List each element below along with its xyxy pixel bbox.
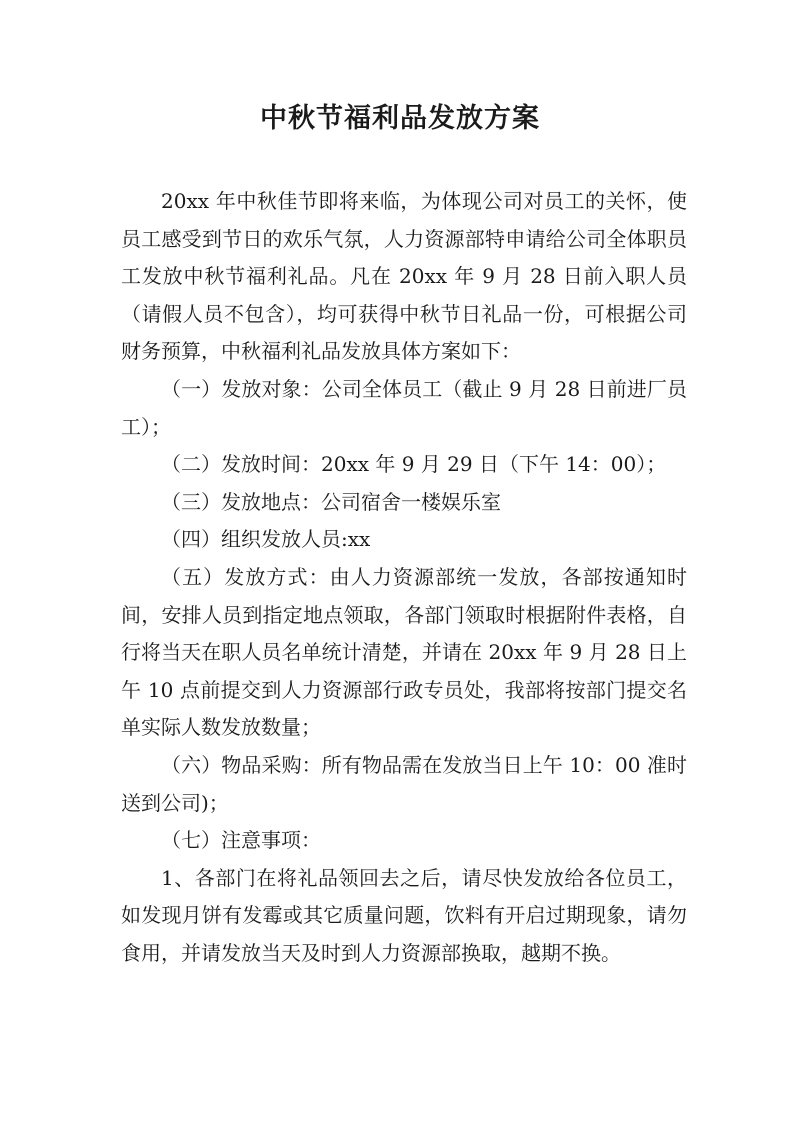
item-location-paragraph: （三）发放地点：公司宿舍一楼娱乐室 <box>161 489 501 514</box>
item-method-paragraph: （五）发放方式：由人力资源部统一发放，各部按通知时间，安排人员到指定地点领取，各部门领取时根据附件表格，自行将当天在职人员名单统计清楚，并请在 20xx 年 9 月 28 日上午 10 点前提交到人力资源部行政专员处，我部将按部门提交名单实际人数发放数量； <box>121 564 687 740</box>
item-target-paragraph: （一）发放对象：公司全体员工（截止 9 月 28 日前进厂员工）； <box>121 376 687 439</box>
document-title: 中秋节福利品发放方案 <box>260 103 540 134</box>
intro-paragraph: 20xx 年中秋佳节即将来临，为体现公司对员工的关怀，使员工感受到节日的欢乐气氛，人力资源部特申请给公司全体职员工发放中秋节福利礼品。凡在 20xx 年 9 月 28 日前入职人员（请假人员不包含），均可获得中秋节日礼品一份，可根据公司财务预算，中秋福利礼品发放具体方案如下： <box>121 189 687 364</box>
item-notes-heading: （七）注意事项： <box>161 828 321 853</box>
document-body <box>121 183 687 972</box>
item-time-paragraph: （二）发放时间：20xx 年 9 月 29 日（下午 14：00）； <box>161 452 667 477</box>
item-staff-paragraph: （四）组织发放人员:xx <box>161 527 371 552</box>
item-procurement-paragraph: （六）物品采购：所有物品需在发放当日上午 10：00 准时送到公司)； <box>121 752 687 815</box>
note-1-paragraph: 1、各部门在将礼品领回去之后，请尽快发放给各位员工，如发现月饼有发霉或其它质量问题，饮料有开启过期现象，请勿食用，并请发放当天及时到人力资源部换取，越期不换。 <box>121 865 687 965</box>
